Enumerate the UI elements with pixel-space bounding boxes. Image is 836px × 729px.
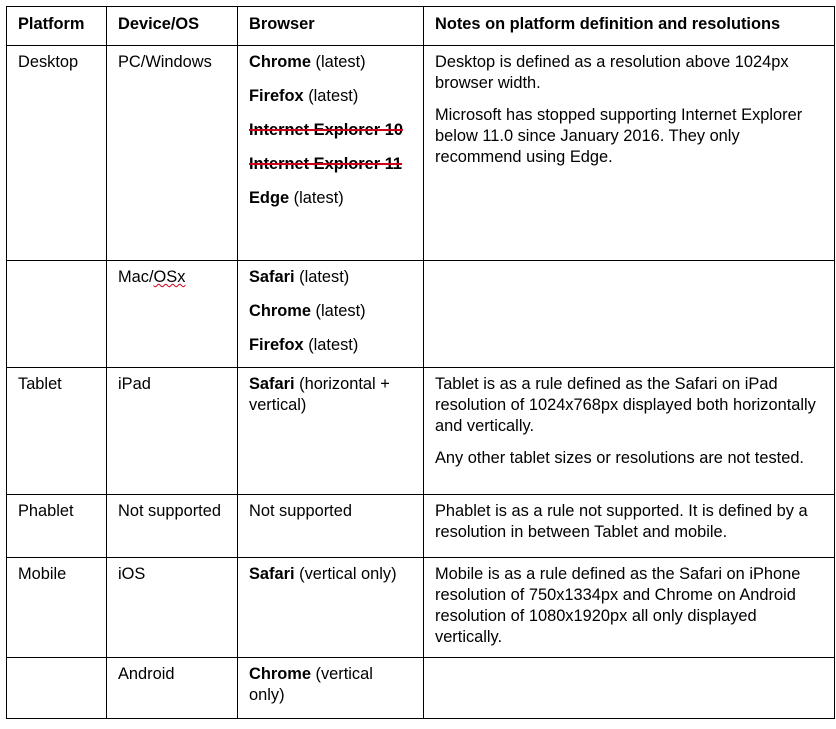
spellcheck-flagged-word: OSx	[153, 268, 186, 286]
table-row-phablet	[7, 495, 835, 558]
note-paragraph: Mobile is as a rule defined as the Safari on iPhone resolution of 750x1334px and Chrome on Android resolution of 1080x1920px all only displayed vertically.	[435, 565, 801, 646]
browser-name: Chrome	[249, 665, 311, 683]
cell-browsers	[238, 558, 424, 658]
cell-platform: Phablet	[7, 495, 107, 558]
table-row-tablet	[7, 368, 835, 495]
cell-notes	[424, 368, 835, 495]
cell-notes	[424, 261, 835, 368]
cell-device: iPad	[107, 368, 238, 495]
header-platform: Platform	[7, 7, 107, 46]
cell-platform: Mobile	[7, 558, 107, 658]
note-paragraph: Any other tablet sizes or resolutions are not tested.	[435, 449, 804, 467]
table-row-mobile-android	[7, 658, 835, 719]
table-row-desktop-pc	[7, 46, 835, 261]
cell-device: PC/Windows	[107, 46, 238, 261]
browser-entry	[249, 664, 412, 706]
browser-qualifier: (latest)	[310, 302, 366, 320]
cell-browsers	[238, 368, 424, 495]
browser-name: Firefox	[249, 336, 304, 354]
browser-qualifier: (vertical only)	[294, 565, 397, 583]
browser-qualifier: (latest)	[289, 189, 344, 207]
browser-qualifier: (horizontal + vertical)	[249, 375, 390, 414]
browser-qualifier: (vertical only)	[249, 665, 373, 704]
browser-name-struck: Internet Explorer 10	[249, 121, 403, 139]
cell-browsers	[238, 658, 424, 719]
browser-name: Edge	[249, 189, 290, 207]
browser-entry	[249, 52, 412, 73]
platform-support-table	[6, 6, 835, 719]
cell-notes	[424, 658, 835, 719]
browser-entry-deprecated	[249, 120, 412, 141]
table-row-desktop-mac	[7, 261, 835, 368]
note-paragraph: Desktop is defined as a resolution above 1024px browser width.	[435, 53, 789, 92]
header-notes: Notes on platform definition and resolutions	[424, 7, 835, 46]
header-device-os: Device/OS	[107, 7, 238, 46]
cell-device: Android	[107, 658, 238, 719]
browser-name-struck: Internet Explorer 11	[249, 155, 403, 173]
cell-device: Not supported	[107, 495, 238, 558]
browser-name: Safari	[249, 268, 295, 286]
browser-name: Safari	[249, 375, 295, 393]
browser-qualifier: (latest)	[294, 268, 350, 286]
header-browser: Browser	[238, 7, 424, 46]
cell-platform: Tablet	[7, 368, 107, 495]
cell-browsers	[238, 261, 424, 368]
browser-entry	[249, 86, 412, 107]
browser-entry	[249, 564, 412, 585]
cell-notes	[424, 46, 835, 261]
table-row-mobile-ios	[7, 558, 835, 658]
cell-browsers	[238, 46, 424, 261]
cell-platform: Desktop	[7, 46, 107, 261]
note-paragraph: Microsoft has stopped supporting Internet Explorer below 11.0 since January 2016. They only recommend using Edge.	[435, 106, 803, 166]
browser-qualifier: (latest)	[310, 53, 366, 71]
cell-platform	[7, 261, 107, 368]
cell-browsers: Not supported	[238, 495, 424, 558]
browser-name: Chrome	[249, 53, 311, 71]
browser-entry	[249, 267, 412, 288]
cell-notes	[424, 558, 835, 658]
device-prefix: Mac/	[118, 268, 154, 286]
browser-entry	[249, 374, 412, 416]
cell-notes	[424, 495, 835, 558]
browser-entry	[249, 335, 412, 356]
browser-name: Safari	[249, 565, 295, 583]
browser-name: Firefox	[249, 87, 304, 105]
cell-device	[107, 261, 238, 368]
browser-entry-deprecated	[249, 154, 412, 175]
browser-qualifier: (latest)	[303, 336, 359, 354]
browser-qualifier: (latest)	[303, 87, 359, 105]
header-row	[7, 7, 835, 46]
cell-platform	[7, 658, 107, 719]
browser-entry	[249, 301, 412, 322]
browser-entry	[249, 188, 412, 209]
cell-device: iOS	[107, 558, 238, 658]
note-paragraph: Tablet is as a rule defined as the Safari on iPad resolution of 1024x768px displayed both horizontally and vertically.	[435, 375, 816, 435]
browser-name: Chrome	[249, 302, 311, 320]
note-paragraph: Phablet is as a rule not supported. It is defined by a resolution in between Tablet and mobile.	[435, 502, 808, 541]
